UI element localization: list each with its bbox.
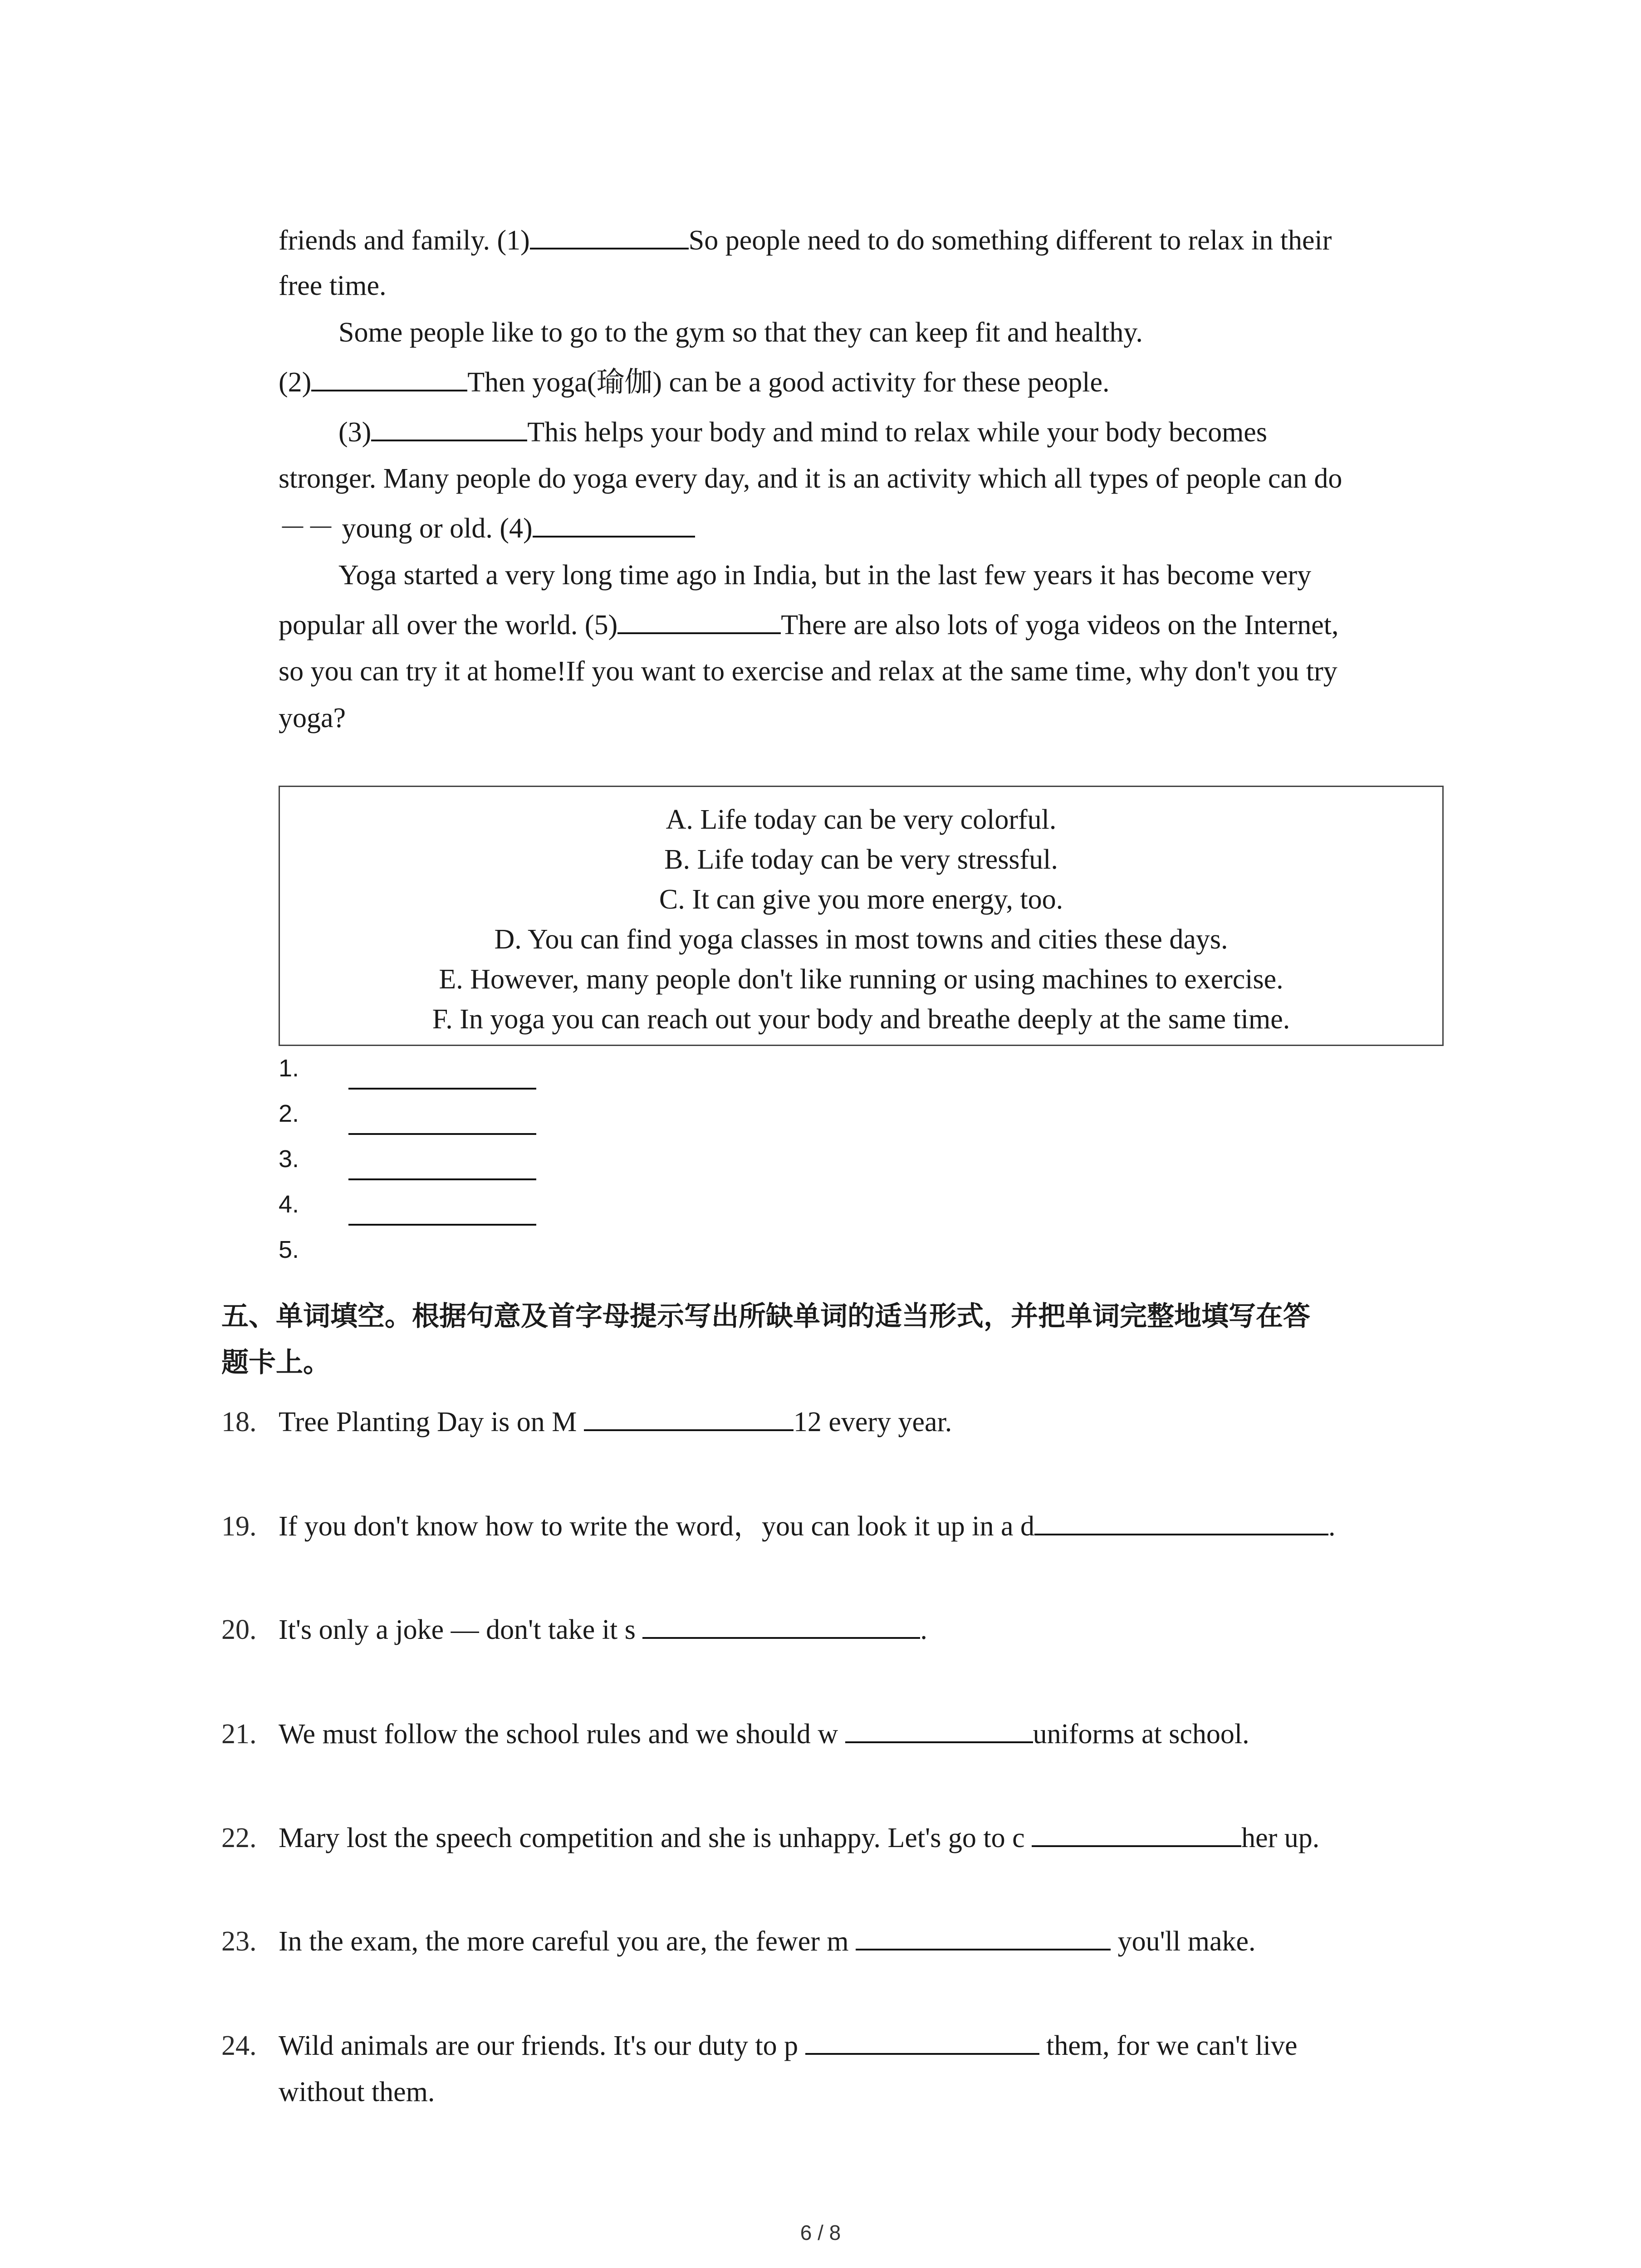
question-text: Mary lost the speech competition and she is unhappy. Let's go to c xyxy=(279,1823,1032,1853)
option-a: A. Life today can be very colorful. xyxy=(666,804,1057,835)
blank-5[interactable] xyxy=(617,607,781,634)
question-text: you'll make. xyxy=(1111,1926,1256,1957)
question-text: If you don't know how to write the word，you can look it up in a d xyxy=(279,1511,1034,1542)
question-18 xyxy=(279,1399,952,1445)
blank-2[interactable] xyxy=(311,364,467,391)
answer-number-5: 5. xyxy=(279,1236,299,1263)
question-number: 18. xyxy=(221,1407,257,1437)
passage-line-6: stronger. Many people do yoga every day, and it is an activity which all types of people can do xyxy=(279,463,1342,494)
answer-number-3: 3. xyxy=(279,1145,299,1173)
section-title: 五、单词填空。根据句意及首字母提示写出所缺单词的适当形式，并把单词完整地填写在答 xyxy=(221,1300,1310,1332)
question-23 xyxy=(279,1919,1256,1964)
passage-line-1 xyxy=(279,218,1332,263)
question-text: It's only a joke — don't take it s xyxy=(279,1614,643,1645)
passage-line-3: Some people like to go to the gym so that they can keep fit and healthy. xyxy=(338,317,1143,348)
passage-text: This helps your body and mind to relax while your body becomes xyxy=(527,417,1267,448)
page-number: 6 / 8 xyxy=(800,2221,841,2244)
question-20-blank[interactable] xyxy=(642,1612,920,1639)
question-24-line-2: without them. xyxy=(279,2077,435,2107)
question-number: 23. xyxy=(221,1926,257,1957)
question-number: 22. xyxy=(221,1823,257,1853)
question-text: them, for we can't live xyxy=(1039,2030,1298,2061)
answer-line-4[interactable] xyxy=(348,1224,536,1226)
answer-line-1[interactable] xyxy=(348,1088,536,1090)
option-c: C. It can give you more energy, too. xyxy=(659,884,1063,915)
question-text: Wild animals are our friends. It's our duty to p xyxy=(279,2030,805,2061)
passage-text: (2) xyxy=(279,367,312,398)
question-text: 12 every year. xyxy=(793,1407,952,1437)
question-text: We must follow the school rules and we should w xyxy=(279,1719,845,1750)
question-text: . xyxy=(1328,1511,1336,1542)
passage-text: －－ young or old. (4) xyxy=(279,513,533,544)
passage-line-9 xyxy=(279,602,1338,648)
blank-3[interactable] xyxy=(371,414,527,441)
question-21-blank[interactable] xyxy=(845,1716,1033,1743)
question-18-blank[interactable] xyxy=(584,1404,794,1431)
option-e: E. However, many people don't like running or using machines to exercise. xyxy=(439,964,1283,995)
passage-line-10: so you can try it at home!If you want to exercise and relax at the same time, why don't you try xyxy=(279,656,1337,687)
passage-text: friends and family. (1) xyxy=(279,225,530,256)
answer-line-3[interactable] xyxy=(348,1178,536,1180)
question-text: uniforms at school. xyxy=(1033,1719,1249,1750)
question-text: In the exam, the more careful you are, the fewer m xyxy=(279,1926,856,1957)
passage-line-7 xyxy=(279,506,695,551)
answer-number-4: 4. xyxy=(279,1191,299,1218)
question-text: her up. xyxy=(1241,1823,1320,1853)
passage-line-2: free time. xyxy=(279,270,387,301)
passage-line-4 xyxy=(279,360,1109,405)
blank-4[interactable] xyxy=(533,510,695,538)
question-number: 20. xyxy=(221,1614,257,1645)
question-19 xyxy=(279,1504,1335,1549)
passage-line-5 xyxy=(338,410,1267,455)
passage-text: There are also lots of yoga videos on the Internet, xyxy=(781,610,1339,640)
answer-number-1: 1. xyxy=(279,1055,299,1082)
question-22-blank[interactable] xyxy=(1032,1820,1241,1847)
passage-line-8: Yoga started a very long time ago in India, but in the last few years it has become very xyxy=(338,560,1312,591)
question-20 xyxy=(279,1607,927,1652)
answer-line-2[interactable] xyxy=(348,1133,536,1135)
passage-line-11: yoga? xyxy=(279,703,346,733)
question-21 xyxy=(279,1711,1249,1757)
option-f: F. In yoga you can reach out your body and breathe deeply at the same time. xyxy=(432,1004,1290,1035)
question-number: 21. xyxy=(221,1719,257,1750)
question-19-blank[interactable] xyxy=(1034,1508,1328,1535)
question-text: . xyxy=(920,1614,927,1645)
options-box xyxy=(279,786,1444,1046)
section-title-cont: 题卡上。 xyxy=(221,1347,330,1378)
question-24-blank[interactable] xyxy=(805,2028,1039,2055)
passage-text: popular all over the world. (5) xyxy=(279,610,618,640)
question-number: 19. xyxy=(221,1511,257,1542)
option-d: D. You can find yoga classes in most towns and cities these days. xyxy=(494,924,1228,955)
answer-number-2: 2. xyxy=(279,1100,299,1127)
passage-text: Then yoga(瑜伽) can be a good activity for these people. xyxy=(467,367,1110,398)
option-b: B. Life today can be very stressful. xyxy=(664,844,1058,875)
question-23-blank[interactable] xyxy=(856,1923,1111,1950)
question-22 xyxy=(279,1815,1319,1861)
question-24 xyxy=(279,2023,1298,2068)
question-text: Tree Planting Day is on M xyxy=(279,1407,584,1437)
passage-text: So people need to do something different to relax in their xyxy=(688,225,1332,256)
passage-text: (3) xyxy=(338,417,372,448)
question-number: 24. xyxy=(221,2030,257,2061)
blank-1[interactable] xyxy=(530,222,689,249)
